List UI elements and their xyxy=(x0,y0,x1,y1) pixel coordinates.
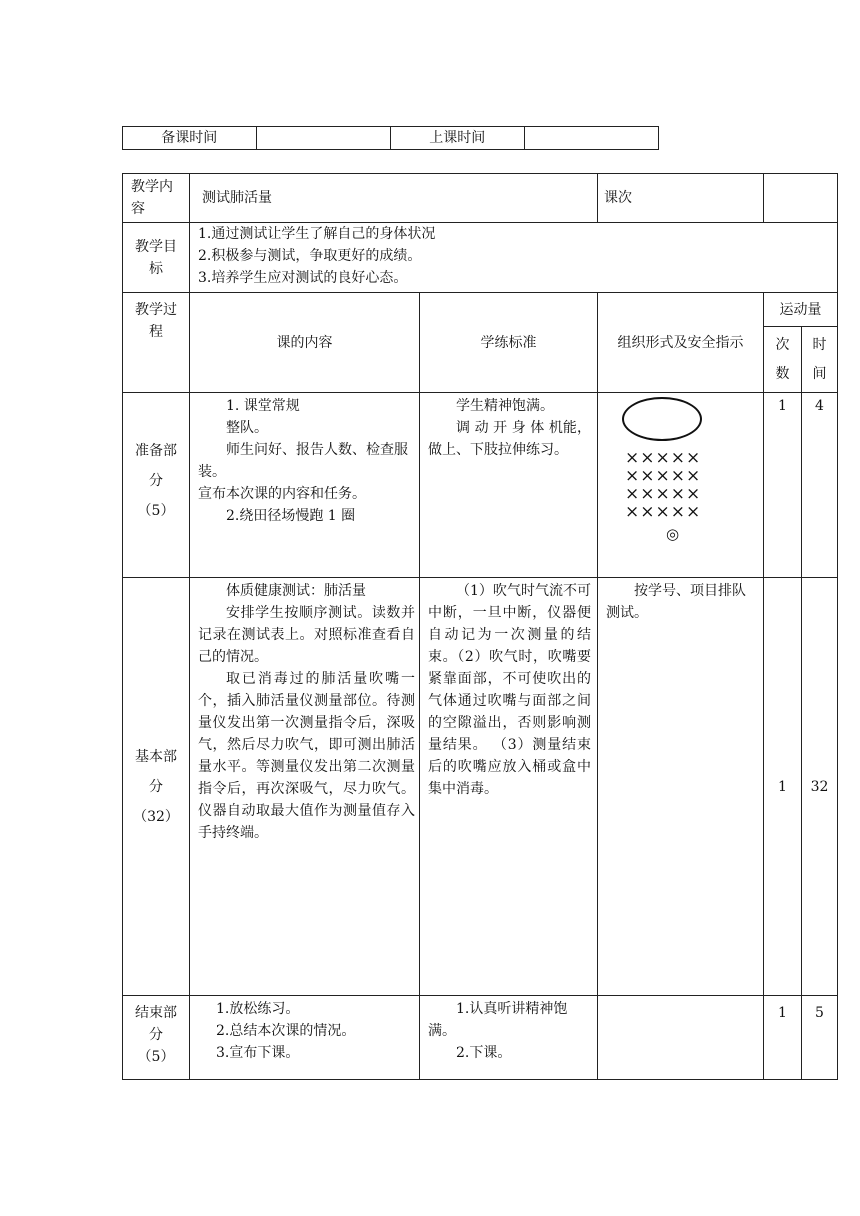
content-line: 体质健康测试：肺活量 xyxy=(226,583,366,599)
col-organization: 组织形式及安全指示 xyxy=(598,293,764,393)
section-basic xyxy=(123,578,190,996)
section-prep xyxy=(123,393,190,578)
class-time-label: 上课时间 xyxy=(390,127,524,150)
content-line: 整队。 xyxy=(226,420,268,436)
content-line: 1.放松练习。 xyxy=(216,1001,300,1017)
end-content xyxy=(190,996,420,1080)
basic-time: 32 xyxy=(802,578,838,996)
goal-item: 3.培养学生应对测试的良好心态。 xyxy=(198,270,408,286)
formation-row: ××××× xyxy=(625,466,702,486)
session-value[interactable] xyxy=(764,174,838,223)
section-minutes: （5） xyxy=(137,503,175,519)
col-standard: 学练标准 xyxy=(420,293,598,393)
standard-line: 1.认真听讲精神饱满。 xyxy=(428,1001,568,1039)
formation-row: ××××× xyxy=(625,448,702,468)
goals-label: 教学目标 xyxy=(123,223,190,293)
col-times: 次数 xyxy=(764,327,802,393)
teacher-position-icon: ◎ xyxy=(666,525,680,543)
formation-row: ××××× xyxy=(625,502,702,522)
teacher-ellipse-shape xyxy=(622,397,702,441)
prep-times: 1 xyxy=(764,393,802,578)
prep-content xyxy=(190,393,420,578)
section-minutes: （5） xyxy=(137,1049,175,1065)
col-process: 教学过程 xyxy=(123,293,190,393)
content-line: 1. 课堂常规 xyxy=(226,398,300,414)
standard-line: 学生精神饱满。 xyxy=(456,398,554,414)
class-time-value[interactable] xyxy=(524,127,659,150)
formation-row: ××××× xyxy=(625,484,702,504)
student-formation xyxy=(625,449,763,521)
content-line: 师生问好、报告人数、检查服装。 xyxy=(198,442,408,480)
prep-formation xyxy=(598,393,764,578)
col-load: 运动量 xyxy=(764,293,838,327)
content-line: 2.总结本次课的情况。 xyxy=(216,1023,356,1039)
basic-standard xyxy=(420,578,598,996)
section-name: 基本部分 xyxy=(135,748,177,795)
end-time: 5 xyxy=(802,996,838,1080)
standard-line: 2.下课。 xyxy=(456,1045,512,1061)
col-time: 时间 xyxy=(802,327,838,393)
lesson-plan-table xyxy=(122,173,838,1080)
basic-times: 1 xyxy=(764,578,802,996)
section-end xyxy=(123,996,190,1080)
section-minutes: （32） xyxy=(133,808,179,825)
basic-organization: 按学号、项目排队测试。 xyxy=(598,578,764,996)
standard-line: 调 动 开 身 体 机能，做上、下肢拉伸练习。 xyxy=(428,420,591,458)
content-line: 3.宣布下课。 xyxy=(216,1045,300,1061)
session-label: 课次 xyxy=(598,174,764,223)
content-line: 宣布本次课的内容和任务。 xyxy=(198,486,366,502)
end-organization xyxy=(598,996,764,1080)
prep-time-value[interactable] xyxy=(256,127,390,150)
content-value: 测试肺活量 xyxy=(190,174,598,223)
goals-list xyxy=(190,223,838,293)
prep-time-label: 备课时间 xyxy=(123,127,257,150)
section-name: 准备部分 xyxy=(135,443,177,489)
schedule-table xyxy=(122,126,659,150)
content-line: 2.绕田径场慢跑 1 圈 xyxy=(226,508,356,524)
goal-item: 2.积极参与测试，争取更好的成绩。 xyxy=(198,248,422,264)
standard-line: （1）吹气时气流不可中断，一旦中断，仪器便自动记为一次测量的结束。（2）吹气时，吹嘴要紧靠面部，不可使吹出的气体通过吹嘴与面部之间的空隙溢出，否则影响测量结果。 （3）测量结束后的吹嘴应放入桶或盒中集中消毒。 xyxy=(428,583,591,797)
content-line: 安排学生按顺序测试。读数并记录在测试表上。对照标准查看自己的情况。 xyxy=(198,605,415,665)
end-standard xyxy=(420,996,598,1080)
prep-time: 4 xyxy=(802,393,838,578)
content-line: 取已消毒过的肺活量吹嘴一个，插入肺活量仪测量部位。待测量仪发出第一次测量指令后，深吸气，然后尽力吹气，即可测出肺活量水平。等测量仪发出第二次测量指令后，再次深吸气，尽力吹气。仪器自动取最大值作为测量值存入手持终端。 xyxy=(198,671,415,841)
basic-content xyxy=(190,578,420,996)
goal-item: 1.通过测试让学生了解自己的身体状况 xyxy=(198,226,436,242)
section-name: 结束部分 xyxy=(135,1005,177,1043)
end-times: 1 xyxy=(764,996,802,1080)
content-label: 教学内容 xyxy=(123,174,190,223)
prep-standard xyxy=(420,393,598,578)
col-content: 课的内容 xyxy=(190,293,420,393)
